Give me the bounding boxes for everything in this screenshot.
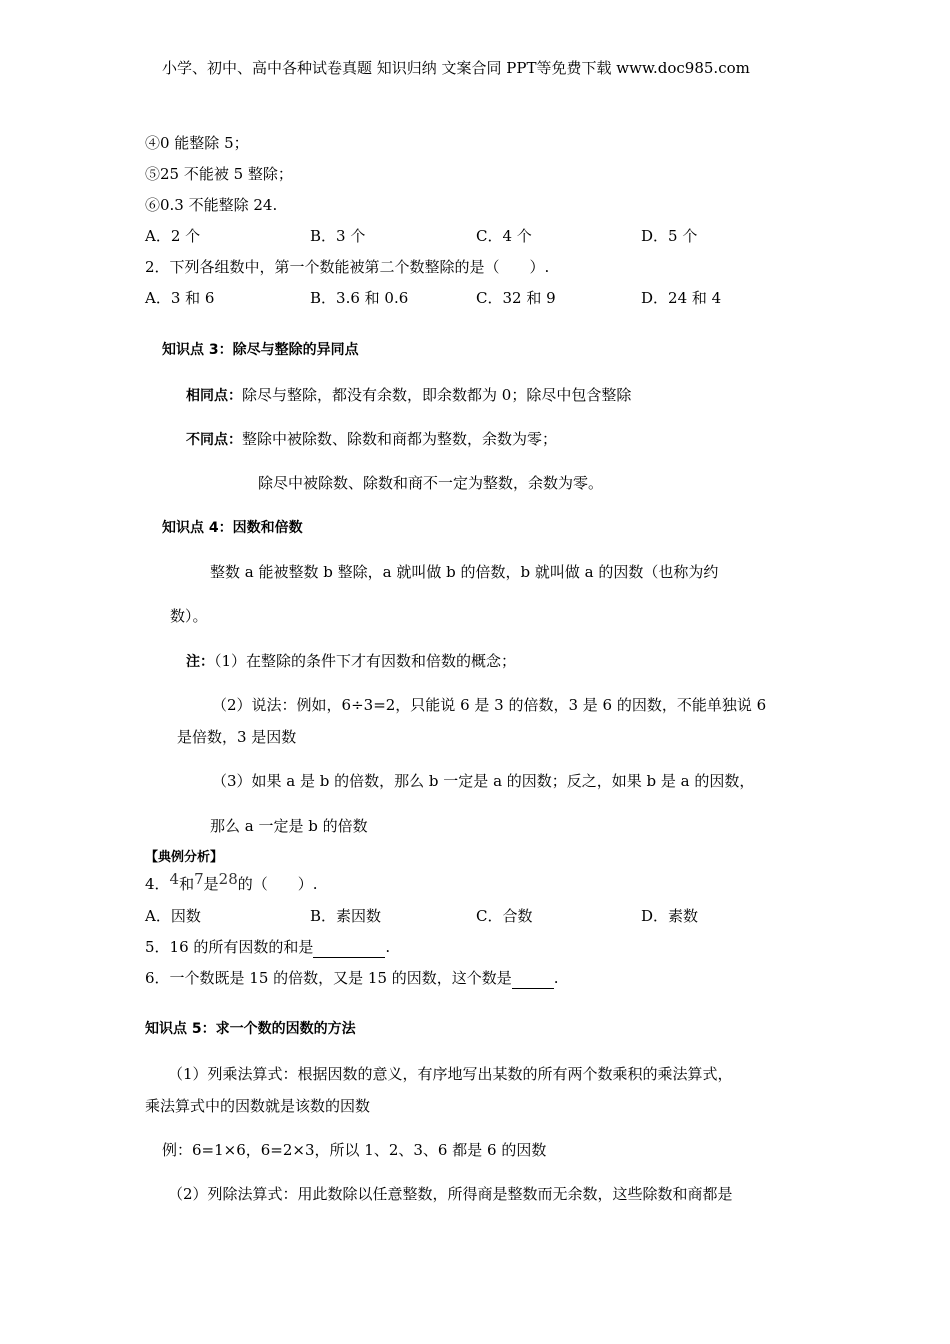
q2-option-a: A．3 和 6 — [145, 289, 215, 307]
kp3-title: 知识点 3：除尽与整除的异同点 — [162, 342, 359, 358]
kp4-note1 — [186, 651, 516, 672]
kp3-same-label: 相同点： — [186, 388, 242, 404]
q4-and: 和 — [179, 875, 195, 893]
kp3-diff-text2: 除尽中被除数、除数和商不一定为整数，余数为零。 — [258, 474, 604, 492]
q1-option-b: B．3 个 — [310, 227, 366, 245]
kp4-title: 知识点 4：因数和倍数 — [162, 520, 303, 536]
statement-item-4: ④0 能整除 5； — [145, 134, 249, 152]
q4-tail: 的（ ）. — [237, 875, 318, 893]
statement-item-6: ⑥0.3 不能整除 24. — [145, 196, 278, 214]
kp3-same-text: 除尽与整除，都没有余数，即余数都为 0；除尽中包含整除 — [242, 386, 632, 404]
page-header: 小学、初中、高中各种试卷真题 知识归纳 文案合同 PPT等免费下载 www.doc985.com — [162, 59, 750, 77]
q4-option-d: D．素数 — [641, 907, 699, 925]
q4-is: 是 — [203, 875, 219, 893]
kp4-note3-line1: （3）如果 a 是 b 的倍数，那么 b 一定是 a 的因数；反之，如果 b 是 a 的因数， — [212, 772, 755, 790]
kp5-example: 例：6=1×6，6=2×3，所以 1、2、3、6 都是 6 的因数 — [162, 1141, 547, 1159]
q4-option-c: C．合数 — [476, 907, 533, 925]
q4-number-a: 4 — [169, 870, 180, 888]
q5-stem — [145, 937, 390, 958]
q4-number-b: 7 — [194, 870, 204, 888]
q2-stem: 2．下列各组数中，第一个数能被第二个数整除的是（ ）. — [145, 258, 550, 276]
q1-option-d: D．5 个 — [641, 227, 698, 245]
q6-answer-blank[interactable] — [512, 968, 554, 989]
kp5-title: 知识点 5：求一个数的因数的方法 — [145, 1021, 356, 1037]
q2-option-c: C．32 和 9 — [476, 289, 556, 307]
statement-item-5: ⑤25 不能被 5 整除； — [145, 165, 293, 183]
kp3-same — [186, 385, 631, 406]
kp4-note1-text: （1）在整除的条件下才有因数和倍数的概念； — [214, 652, 517, 670]
kp4-note3-line2: 那么 a 一定是 b 的倍数 — [210, 817, 368, 835]
q4-option-b: B．素因数 — [310, 907, 382, 925]
kp3-diff-label: 不同点： — [186, 432, 242, 448]
examples-title: 【典例分析】 — [145, 850, 224, 865]
q1-option-a: A．2 个 — [145, 227, 201, 245]
q6-end: . — [553, 969, 559, 987]
q6-text: 6．一个数既是 15 的倍数，又是 15 的因数，这个数是 — [145, 969, 512, 987]
kp5-method1-line2: 乘法算式中的因数就是该数的因数 — [145, 1097, 371, 1115]
q4-number-c: 28 — [218, 870, 238, 888]
kp4-note2-line2: 是倍数，3 是因数 — [177, 728, 297, 746]
kp3-diff-text1: 整除中被除数、除数和商都为整数，余数为零； — [242, 430, 558, 448]
kp4-def-line2: 数）。 — [170, 607, 208, 625]
kp4-note-label: 注： — [186, 654, 214, 670]
kp4-def-line1: 整数 a 能被整数 b 整除，a 就叫做 b 的倍数，b 就叫做 a 的因数（也称为约 — [210, 563, 719, 581]
q2-option-d: D．24 和 4 — [641, 289, 722, 307]
kp4-note2-line1: （2）说法：例如，6÷3=2，只能说 6 是 3 的倍数，3 是 6 的因数，不能单独说 6 — [212, 696, 767, 714]
kp3-diff — [186, 429, 557, 450]
q5-end: . — [385, 938, 391, 956]
q5-answer-blank[interactable] — [313, 937, 385, 958]
q6-stem — [145, 968, 559, 989]
q4-stem — [145, 870, 318, 894]
q2-option-b: B．3.6 和 0.6 — [310, 289, 409, 307]
q1-option-c: C．4 个 — [476, 227, 532, 245]
kp5-method2-line1: （2）列除法算式：用此数除以任意整数，所得商是整数而无余数，这些除数和商都是 — [168, 1185, 733, 1203]
q4-number: 4． — [145, 875, 170, 893]
q5-text: 5．16 的所有因数的和是 — [145, 938, 314, 956]
q4-option-a: A．因数 — [145, 907, 201, 925]
kp5-method1-line1: （1）列乘法算式：根据因数的意义，有序地写出某数的所有两个数乘积的乘法算式， — [168, 1065, 733, 1083]
